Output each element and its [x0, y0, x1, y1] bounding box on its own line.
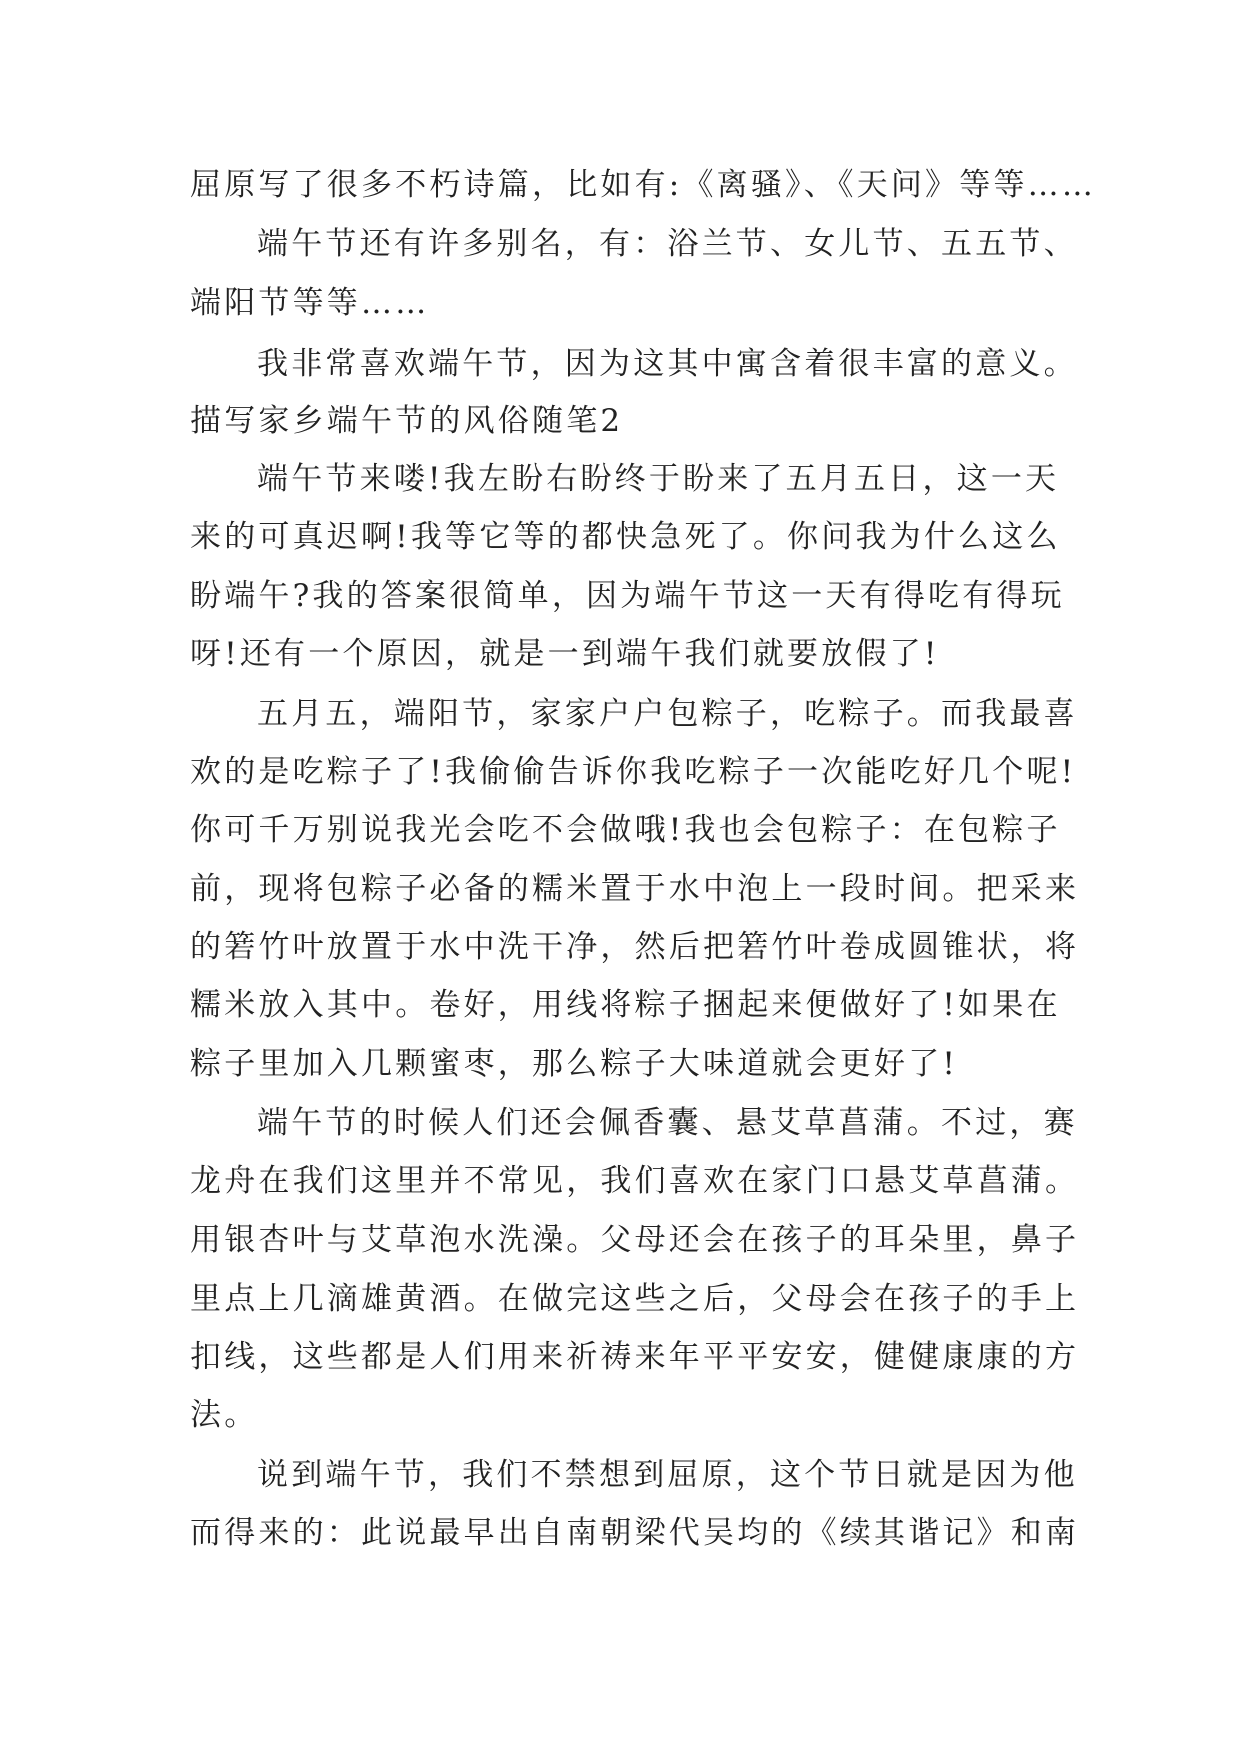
paragraph-start-line: 我非常喜欢端午节，因为这其中寓含着很丰富的意义。 — [257, 346, 1078, 382]
text-line: 屈原写了很多不朽诗篇，比如有:《离骚》、《天问》等等…… — [190, 167, 1097, 203]
text-line: 而得来的：此说最早出自南朝梁代吴均的《续其谐记》和南 — [190, 1515, 1080, 1551]
paragraph-start-line: 端午节的时候人们还会佩香囊、悬艾草菖蒲。不过，赛 — [257, 1105, 1078, 1141]
paragraph-start-line: 五月五，端阳节，家家户户包粽子，吃粽子。而我最喜 — [257, 696, 1078, 732]
paragraph-start-line: 说到端午节，我们不禁想到屈原，这个节日就是因为他 — [257, 1457, 1078, 1493]
text-line: 前，现将包粽子必备的糯米置于水中泡上一段时间。把采来 — [190, 871, 1080, 907]
paragraph-start-line: 端午节还有许多别名，有：浴兰节、女儿节、五五节、 — [257, 226, 1078, 262]
text-line: 端阳节等等…… — [190, 285, 430, 321]
text-line: 粽子里加入几颗蜜枣，那么粽子大味道就会更好了! — [190, 1046, 959, 1082]
text-line: 你可千万别说我光会吃不会做哦!我也会包粽子：在包粽子 — [190, 812, 1061, 848]
text-line: 欢的是吃粽子了!我偷偷告诉你我吃粽子一次能吃好几个呢! — [190, 754, 1077, 790]
text-line: 龙舟在我们这里并不常见，我们喜欢在家门口悬艾草菖蒲。 — [190, 1163, 1080, 1199]
text-line: 糯米放入其中。卷好，用线将粽子捆起来便做好了!如果在 — [190, 987, 1061, 1023]
text-line: 盼端午?我的答案很简单，因为端午节这一天有得吃有得玩 — [190, 578, 1065, 614]
text-line: 里点上几滴雄黄酒。在做完这些之后，父母会在孩子的手上 — [190, 1281, 1080, 1317]
text-line: 法。 — [190, 1397, 259, 1433]
paragraph-start-line: 端午节来喽!我左盼右盼终于盼来了五月五日，这一天 — [257, 461, 1060, 497]
text-line: 来的可真迟啊!我等它等的都快急死了。你问我为什么这么 — [190, 519, 1061, 555]
text-line: 呀!还有一个原因，就是一到端午我们就要放假了! — [190, 636, 940, 672]
text-line: 的箬竹叶放置于水中洗干净，然后把箬竹叶卷成圆锥状，将 — [190, 929, 1080, 965]
text-line: 用银杏叶与艾草泡水洗澡。父母还会在孩子的耳朵里，鼻子 — [190, 1222, 1080, 1258]
section-heading: 描写家乡端午节的风俗随笔2 — [190, 403, 624, 439]
text-line: 扣线，这些都是人们用来祈祷来年平平安安，健健康康的方 — [190, 1339, 1080, 1375]
